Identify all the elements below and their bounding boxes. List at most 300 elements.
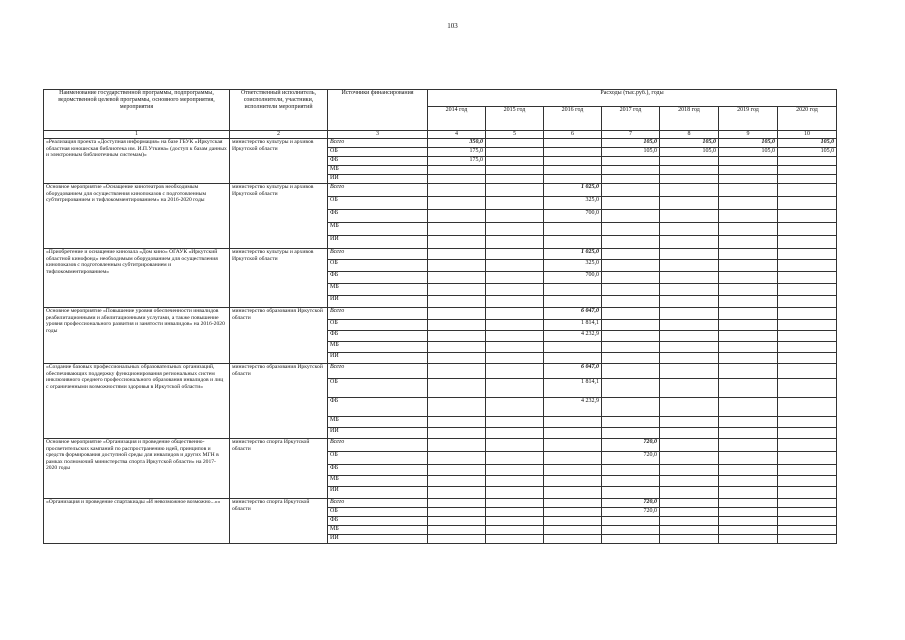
expense-value: 720,0 — [602, 452, 660, 465]
expense-value — [428, 249, 486, 260]
funding-source: МБ — [328, 476, 428, 487]
page-number: 103 — [447, 22, 458, 30]
expense-value — [544, 535, 602, 544]
expense-value — [719, 398, 778, 417]
funding-source: ФБ — [328, 157, 428, 166]
expense-value — [660, 535, 719, 544]
responsible-executor: министерство культуры и архивов Иркутской области — [230, 184, 328, 249]
expense-value — [602, 249, 660, 260]
expense-value — [486, 465, 544, 476]
expense-value — [544, 139, 602, 148]
expense-value — [660, 175, 719, 184]
expense-value — [660, 184, 719, 197]
expense-value — [660, 166, 719, 175]
expense-value — [602, 526, 660, 535]
expense-value — [778, 197, 837, 210]
expense-value — [428, 272, 486, 284]
expense-value — [428, 210, 486, 223]
expense-value: 105,0 — [719, 139, 778, 148]
expense-value — [544, 452, 602, 465]
expense-value — [544, 517, 602, 526]
expense-value — [544, 428, 602, 439]
expense-value — [428, 465, 486, 476]
expense-value — [544, 417, 602, 428]
expense-value — [602, 342, 660, 353]
expense-value — [602, 272, 660, 284]
expense-value — [778, 260, 837, 272]
expense-value — [602, 353, 660, 364]
expense-value — [486, 223, 544, 236]
expense-value — [719, 249, 778, 260]
table-row — [44, 139, 837, 148]
expense-value — [602, 308, 660, 320]
expense-value — [719, 499, 778, 508]
expense-value — [544, 148, 602, 157]
measure-name: «Организация и проведение спартакиады «И невозможное возможно...»» — [44, 499, 230, 544]
expense-value: 105,0 — [602, 148, 660, 157]
funding-source: ФБ — [328, 517, 428, 526]
expense-value: 4 232,9 — [544, 398, 602, 417]
table-row — [44, 364, 837, 379]
header-year: 2014 год — [428, 107, 486, 131]
expense-value — [486, 364, 544, 379]
expense-value — [719, 308, 778, 320]
measure-name: «Создание базовых профессиональных образовательных организаций, обеспечивающих поддержку функционирования региональных систем инклюзивного среднего профессионального образования инвалидов и лиц с ограниченными возможностями здоровья в Иркутской области» — [44, 364, 230, 439]
funding-source: ИИ — [328, 236, 428, 249]
expense-value — [719, 452, 778, 465]
expense-value — [486, 184, 544, 197]
expense-value — [778, 508, 837, 517]
expense-value — [428, 499, 486, 508]
expense-value — [602, 517, 660, 526]
funding-source: ФБ — [328, 398, 428, 417]
expense-value — [719, 439, 778, 452]
funding-source: Всего — [328, 249, 428, 260]
budget-table — [43, 89, 837, 544]
responsible-executor: министерство образования Иркутской области — [230, 308, 328, 364]
funding-source: ФБ — [328, 272, 428, 284]
expense-value — [719, 184, 778, 197]
funding-source: ОБ — [328, 452, 428, 465]
expense-value — [719, 175, 778, 184]
expense-value — [602, 331, 660, 342]
expense-value — [602, 197, 660, 210]
funding-source: ОБ — [328, 197, 428, 210]
responsible-executor: министерство культуры и архивов Иркутской области — [230, 249, 328, 308]
expense-value — [428, 417, 486, 428]
expense-value — [486, 508, 544, 517]
funding-source: ОБ — [328, 508, 428, 517]
expense-value — [778, 535, 837, 544]
expense-value: 105,0 — [778, 148, 837, 157]
expense-value — [778, 526, 837, 535]
expense-value — [778, 417, 837, 428]
expense-value — [660, 452, 719, 465]
expense-value — [602, 157, 660, 166]
expense-value — [428, 517, 486, 526]
expense-value — [719, 296, 778, 308]
expense-value — [544, 342, 602, 353]
expense-value — [660, 210, 719, 223]
expense-value — [486, 320, 544, 331]
expense-value — [719, 428, 778, 439]
expense-value — [486, 452, 544, 465]
expense-value — [486, 249, 544, 260]
funding-source: ИИ — [328, 175, 428, 184]
funding-source: МБ — [328, 166, 428, 175]
expense-value: 325,0 — [544, 197, 602, 210]
expense-value — [544, 296, 602, 308]
expense-value: 325,0 — [544, 260, 602, 272]
expense-value: 720,0 — [602, 499, 660, 508]
funding-source: Всего — [328, 308, 428, 320]
expense-value — [778, 428, 837, 439]
table-row — [44, 439, 837, 452]
expense-value — [778, 342, 837, 353]
expense-value — [544, 157, 602, 166]
expense-value — [486, 379, 544, 398]
funding-source: ИИ — [328, 353, 428, 364]
expense-value — [778, 452, 837, 465]
expense-value — [660, 197, 719, 210]
responsible-executor: министерство спорта Иркутской области — [230, 439, 328, 499]
expense-value — [660, 353, 719, 364]
expense-value — [778, 210, 837, 223]
expense-value — [544, 465, 602, 476]
expense-value — [486, 272, 544, 284]
column-number: 2 — [230, 131, 328, 139]
expense-value — [486, 148, 544, 157]
expense-value: 4 232,9 — [544, 331, 602, 342]
expense-value — [719, 320, 778, 331]
expense-value — [544, 284, 602, 296]
funding-source: ФБ — [328, 210, 428, 223]
expense-value — [428, 353, 486, 364]
expense-value — [660, 284, 719, 296]
expense-value — [660, 364, 719, 379]
expense-value — [719, 284, 778, 296]
expense-value — [660, 428, 719, 439]
expense-value — [428, 428, 486, 439]
expense-value — [719, 353, 778, 364]
funding-source: ОБ — [328, 379, 428, 398]
header-expenses: Расходы (тыс.руб.), годы — [428, 90, 837, 107]
expense-value — [602, 223, 660, 236]
expense-value: 720,0 — [602, 439, 660, 452]
expense-value — [486, 353, 544, 364]
expense-value — [660, 517, 719, 526]
funding-source: ФБ — [328, 465, 428, 476]
funding-source: ИИ — [328, 428, 428, 439]
expense-value — [719, 535, 778, 544]
expense-value — [544, 508, 602, 517]
expense-value — [719, 379, 778, 398]
expense-value — [660, 487, 719, 499]
expense-value — [719, 508, 778, 517]
funding-source: ОБ — [328, 320, 428, 331]
header-year: 2019 год — [719, 107, 778, 131]
expense-value — [428, 296, 486, 308]
expense-value — [602, 175, 660, 184]
expense-value: 1 025,0 — [544, 249, 602, 260]
header-year: 2015 год — [486, 107, 544, 131]
column-number: 4 — [428, 131, 486, 139]
expense-value: 700,0 — [544, 272, 602, 284]
expense-value — [486, 296, 544, 308]
expense-value — [719, 236, 778, 249]
expense-value — [428, 364, 486, 379]
expense-value: 105,0 — [602, 139, 660, 148]
expense-value — [778, 175, 837, 184]
expense-value — [719, 272, 778, 284]
expense-value — [602, 364, 660, 379]
expense-value — [660, 499, 719, 508]
expense-value: 350,0 — [428, 139, 486, 148]
expense-value — [719, 487, 778, 499]
expense-value — [778, 499, 837, 508]
expense-value — [719, 517, 778, 526]
measure-name: «Приобретение и оснащение кинозала «Дом кино» ОГАУК «Иркутский областной кинофонд» необходимым оборудованием для осуществления кинопоказов с подготовленным субтитрированием и тифлокомментированием» — [44, 249, 230, 308]
funding-source: МБ — [328, 284, 428, 296]
expense-value — [719, 331, 778, 342]
expense-value — [486, 331, 544, 342]
expense-value: 175,0 — [428, 148, 486, 157]
expense-value — [719, 417, 778, 428]
responsible-executor: министерство образования Иркутской области — [230, 364, 328, 439]
expense-value — [428, 508, 486, 517]
expense-value — [428, 331, 486, 342]
column-number: 9 — [719, 131, 778, 139]
expense-value — [778, 157, 837, 166]
expense-value — [660, 331, 719, 342]
expense-value — [602, 210, 660, 223]
expense-value — [660, 236, 719, 249]
funding-source: Всего — [328, 139, 428, 148]
expense-value — [778, 320, 837, 331]
expense-value: 175,0 — [428, 157, 486, 166]
expense-value — [660, 417, 719, 428]
expense-value — [486, 342, 544, 353]
expense-value — [778, 184, 837, 197]
expense-value — [719, 210, 778, 223]
expense-value — [544, 353, 602, 364]
expense-value — [428, 223, 486, 236]
expense-value: 105,0 — [719, 148, 778, 157]
expense-value — [778, 398, 837, 417]
header-year: 2016 год — [544, 107, 602, 131]
expense-value — [486, 236, 544, 249]
expense-value — [486, 175, 544, 184]
expense-value — [660, 157, 719, 166]
funding-source: ИИ — [328, 487, 428, 499]
expense-value — [602, 184, 660, 197]
expense-value — [778, 476, 837, 487]
expense-value — [428, 197, 486, 210]
expense-value — [602, 260, 660, 272]
header-year: 2017 год — [602, 107, 660, 131]
expense-value — [660, 223, 719, 236]
header-source: Источники финансирования — [328, 90, 428, 131]
expense-value — [719, 342, 778, 353]
expense-value — [719, 364, 778, 379]
funding-source: Всего — [328, 499, 428, 508]
funding-source: ИИ — [328, 296, 428, 308]
expense-value — [428, 284, 486, 296]
expense-value — [486, 157, 544, 166]
expense-value: 700,0 — [544, 210, 602, 223]
funding-source: МБ — [328, 342, 428, 353]
expense-value — [778, 308, 837, 320]
expense-value — [778, 249, 837, 260]
expense-value — [486, 476, 544, 487]
expense-value — [428, 342, 486, 353]
funding-source: ФБ — [328, 331, 428, 342]
expense-value — [602, 379, 660, 398]
expense-value — [778, 331, 837, 342]
expense-value — [778, 223, 837, 236]
expense-value — [602, 284, 660, 296]
expense-value — [602, 417, 660, 428]
table-row — [44, 184, 837, 197]
expense-value — [602, 476, 660, 487]
expense-value: 720,0 — [602, 508, 660, 517]
expense-value — [428, 166, 486, 175]
column-number: 8 — [660, 131, 719, 139]
expense-value — [778, 236, 837, 249]
table-row — [44, 308, 837, 320]
expense-value — [428, 439, 486, 452]
expense-value — [660, 249, 719, 260]
expense-value — [602, 320, 660, 331]
expense-value: 1 814,1 — [544, 320, 602, 331]
expense-value — [544, 487, 602, 499]
expense-value — [486, 535, 544, 544]
measure-name: «Реализация проекта «Доступная информация» на базе ГБУК «Иркутская областная юношеская библиотека им. И.П.Уткина» (доступ к базам данных и электронным библиотечным системам)» — [44, 139, 230, 184]
expense-value — [660, 439, 719, 452]
expense-value — [428, 476, 486, 487]
expense-value — [428, 526, 486, 535]
expense-value — [544, 439, 602, 452]
funding-source: МБ — [328, 526, 428, 535]
expense-value — [660, 379, 719, 398]
expense-value: 105,0 — [660, 139, 719, 148]
funding-source: Всего — [328, 184, 428, 197]
expense-value — [602, 236, 660, 249]
funding-source: Всего — [328, 364, 428, 379]
expense-value — [778, 465, 837, 476]
expense-value — [778, 284, 837, 296]
expense-value — [486, 260, 544, 272]
table-row — [44, 249, 837, 260]
expense-value — [719, 476, 778, 487]
expense-value — [602, 398, 660, 417]
expense-value — [544, 166, 602, 175]
expense-value — [719, 465, 778, 476]
expense-value — [660, 342, 719, 353]
expense-value — [778, 487, 837, 499]
expense-value — [602, 465, 660, 476]
column-number: 10 — [778, 131, 837, 139]
expense-value — [428, 452, 486, 465]
expense-value — [428, 236, 486, 249]
expense-value — [660, 260, 719, 272]
expense-value — [660, 508, 719, 517]
expense-value — [486, 308, 544, 320]
expense-value: 6 047,0 — [544, 364, 602, 379]
expense-value — [778, 364, 837, 379]
expense-value — [660, 272, 719, 284]
expense-value: 105,0 — [660, 148, 719, 157]
expense-value — [486, 428, 544, 439]
expense-value — [778, 353, 837, 364]
expense-value — [486, 166, 544, 175]
funding-source: ОБ — [328, 148, 428, 157]
expense-value — [486, 197, 544, 210]
expense-value — [719, 526, 778, 535]
expense-value — [486, 139, 544, 148]
table-row — [44, 499, 837, 508]
funding-source: МБ — [328, 417, 428, 428]
funding-source: ОБ — [328, 260, 428, 272]
expense-value — [544, 236, 602, 249]
expense-value — [428, 379, 486, 398]
column-number: 6 — [544, 131, 602, 139]
expense-value — [428, 398, 486, 417]
expense-value — [486, 398, 544, 417]
expense-value — [778, 439, 837, 452]
expense-value — [778, 296, 837, 308]
expense-value — [428, 487, 486, 499]
column-number: 5 — [486, 131, 544, 139]
expense-value — [602, 535, 660, 544]
responsible-executor: министерство спорта Иркутской области — [230, 499, 328, 544]
expense-value — [428, 260, 486, 272]
expense-value — [660, 398, 719, 417]
expense-value — [544, 476, 602, 487]
expense-value — [778, 166, 837, 175]
responsible-executor: министерство культуры и архивов Иркутской области — [230, 139, 328, 184]
expense-value — [719, 223, 778, 236]
expense-value — [486, 439, 544, 452]
funding-source: Всего — [328, 439, 428, 452]
expense-value — [486, 487, 544, 499]
column-number: 3 — [328, 131, 428, 139]
expense-value — [660, 308, 719, 320]
expense-value — [719, 157, 778, 166]
header-name: Наименование государственной программы, подпрограммы, ведомственной целевой программы, основного мероприятия, мероприятия — [44, 90, 230, 131]
measure-name: Основное мероприятие «Организация и проведение общественно-просветительских кампаний по распространению идей, принципов и средств формирования доступной среды для инвалидов и других МГН в рамках полномочий министерства спорта Иркутской области» на 2017-2020 годы — [44, 439, 230, 499]
expense-value — [544, 499, 602, 508]
expense-value — [428, 175, 486, 184]
expense-value: 1 814,1 — [544, 379, 602, 398]
expense-value — [602, 296, 660, 308]
expense-value — [602, 428, 660, 439]
expense-value — [719, 166, 778, 175]
funding-source: ИИ — [328, 535, 428, 544]
expense-value — [660, 296, 719, 308]
expense-value — [660, 476, 719, 487]
expense-value — [486, 210, 544, 223]
expense-value — [719, 197, 778, 210]
expense-value — [486, 517, 544, 526]
expense-value — [544, 175, 602, 184]
expense-value — [602, 166, 660, 175]
expense-value — [428, 184, 486, 197]
header-year: 2020 год — [778, 107, 837, 131]
measure-name: Основное мероприятие «Оснащение кинотеатров необходимым оборудованием для осуществления кинопоказов с подготовленным субтитрированием и тифлокомментированием» на 2016-2020 годы — [44, 184, 230, 249]
expense-value — [602, 487, 660, 499]
expense-value — [486, 284, 544, 296]
